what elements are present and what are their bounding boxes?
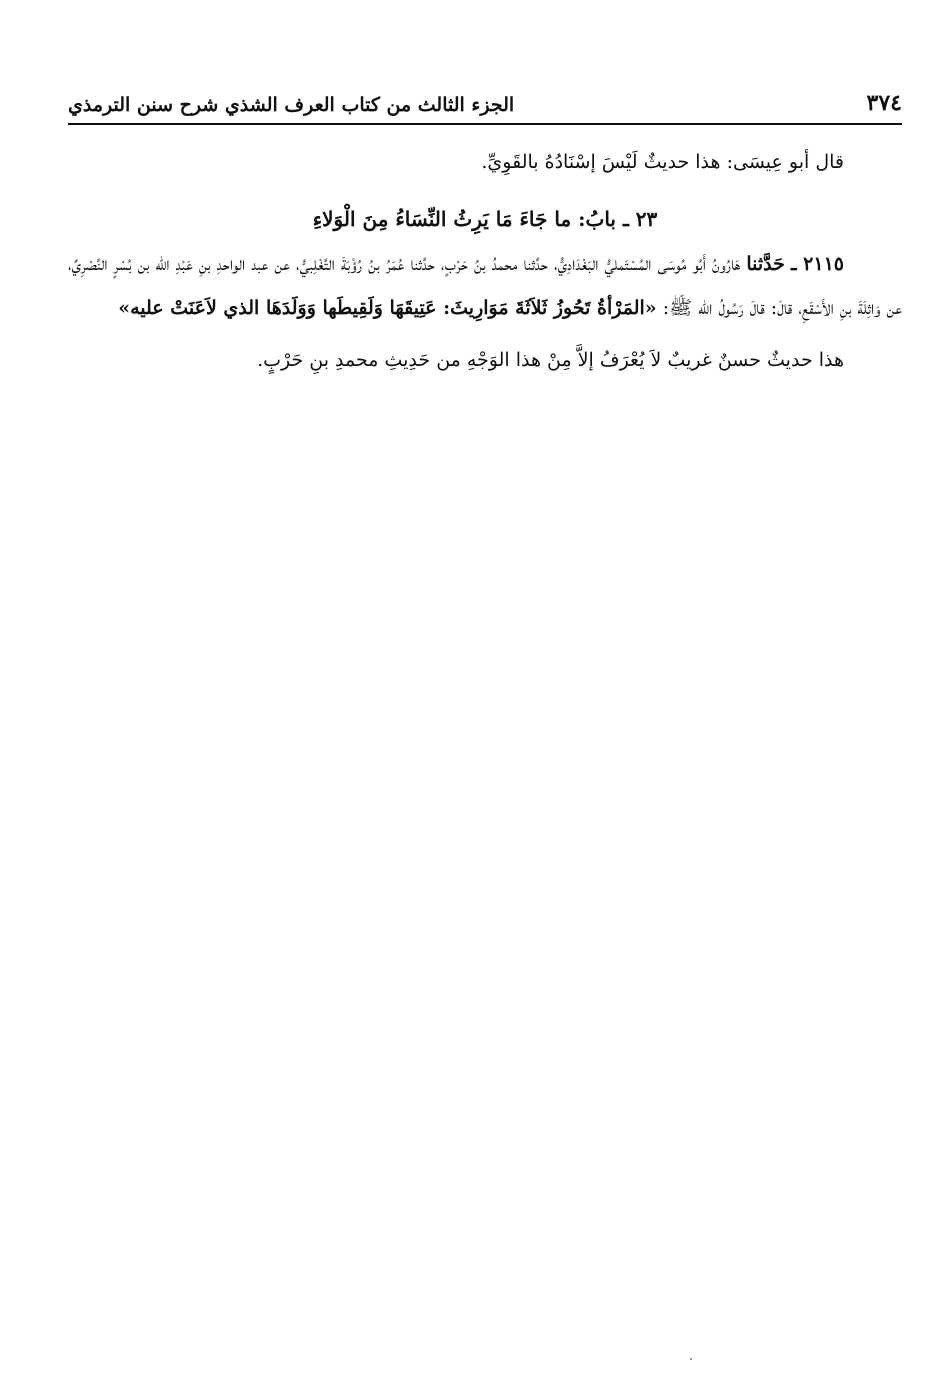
hadith-opening-word: حَدَّثنا xyxy=(746,253,785,275)
page-body xyxy=(68,140,902,382)
page-number: ٣٧٤ xyxy=(866,90,902,116)
chapter-heading: ٢٣ ـ بابُ: ما جَاءَ مَا يَرِثُ النِّسَاءُ مِنَ الْوَلاءِ xyxy=(312,207,658,231)
scan-speck xyxy=(690,1358,692,1360)
hadith-quote: «المَرْأةُ تَحُوزُ ثَلاَثَةَ مَوَارِيثَ: عَتِيقَهَا وَلَقِيطَها وَوَلَدَهَا الذي لاَعَنَتْ عليه» xyxy=(118,297,657,319)
hadith-paragraph xyxy=(68,242,902,330)
header-divider xyxy=(68,123,902,125)
hadith-number: ٢١١٥ ـ xyxy=(790,253,844,275)
grading-note: هذا حديثٌ حسنٌ غريبٌ لاَ يُعْرَفُ إلاَّ مِنْ هذا الوَجْهِ من حَدِيثِ محمدِ بنِ حَرْبٍ. xyxy=(257,349,844,371)
intro-line: قال أبو عِيسَى: هذا حديثٌ لَيْسَ إسْنَادُهُ بالقَوِيِّ. xyxy=(481,151,844,173)
page-header xyxy=(68,76,902,116)
hadith-chain: هَارُونُ أَبُو مُوسَى المُسْتَمليُّ البَغْدَادِيُّ، حدَّثنا محمدُ بنُ حَرْبٍ، حدَّثنا عُمَرُ بنُ رُؤْبَةَ التَّغْلِبيُّ، عن عبد الواحدِ بنِ عَبْدِ الله بن بُسْرٍ النَّصْرِيِّ، عن وَاثِلَةَ بنِ الأَسْقَعِ، قالَ: قالَ رَسُولُ الله ﷺ: xyxy=(68,253,902,319)
running-title: الجزء الثالث من كتاب العرف الشذي شرح سنن الترمذي xyxy=(68,94,515,116)
